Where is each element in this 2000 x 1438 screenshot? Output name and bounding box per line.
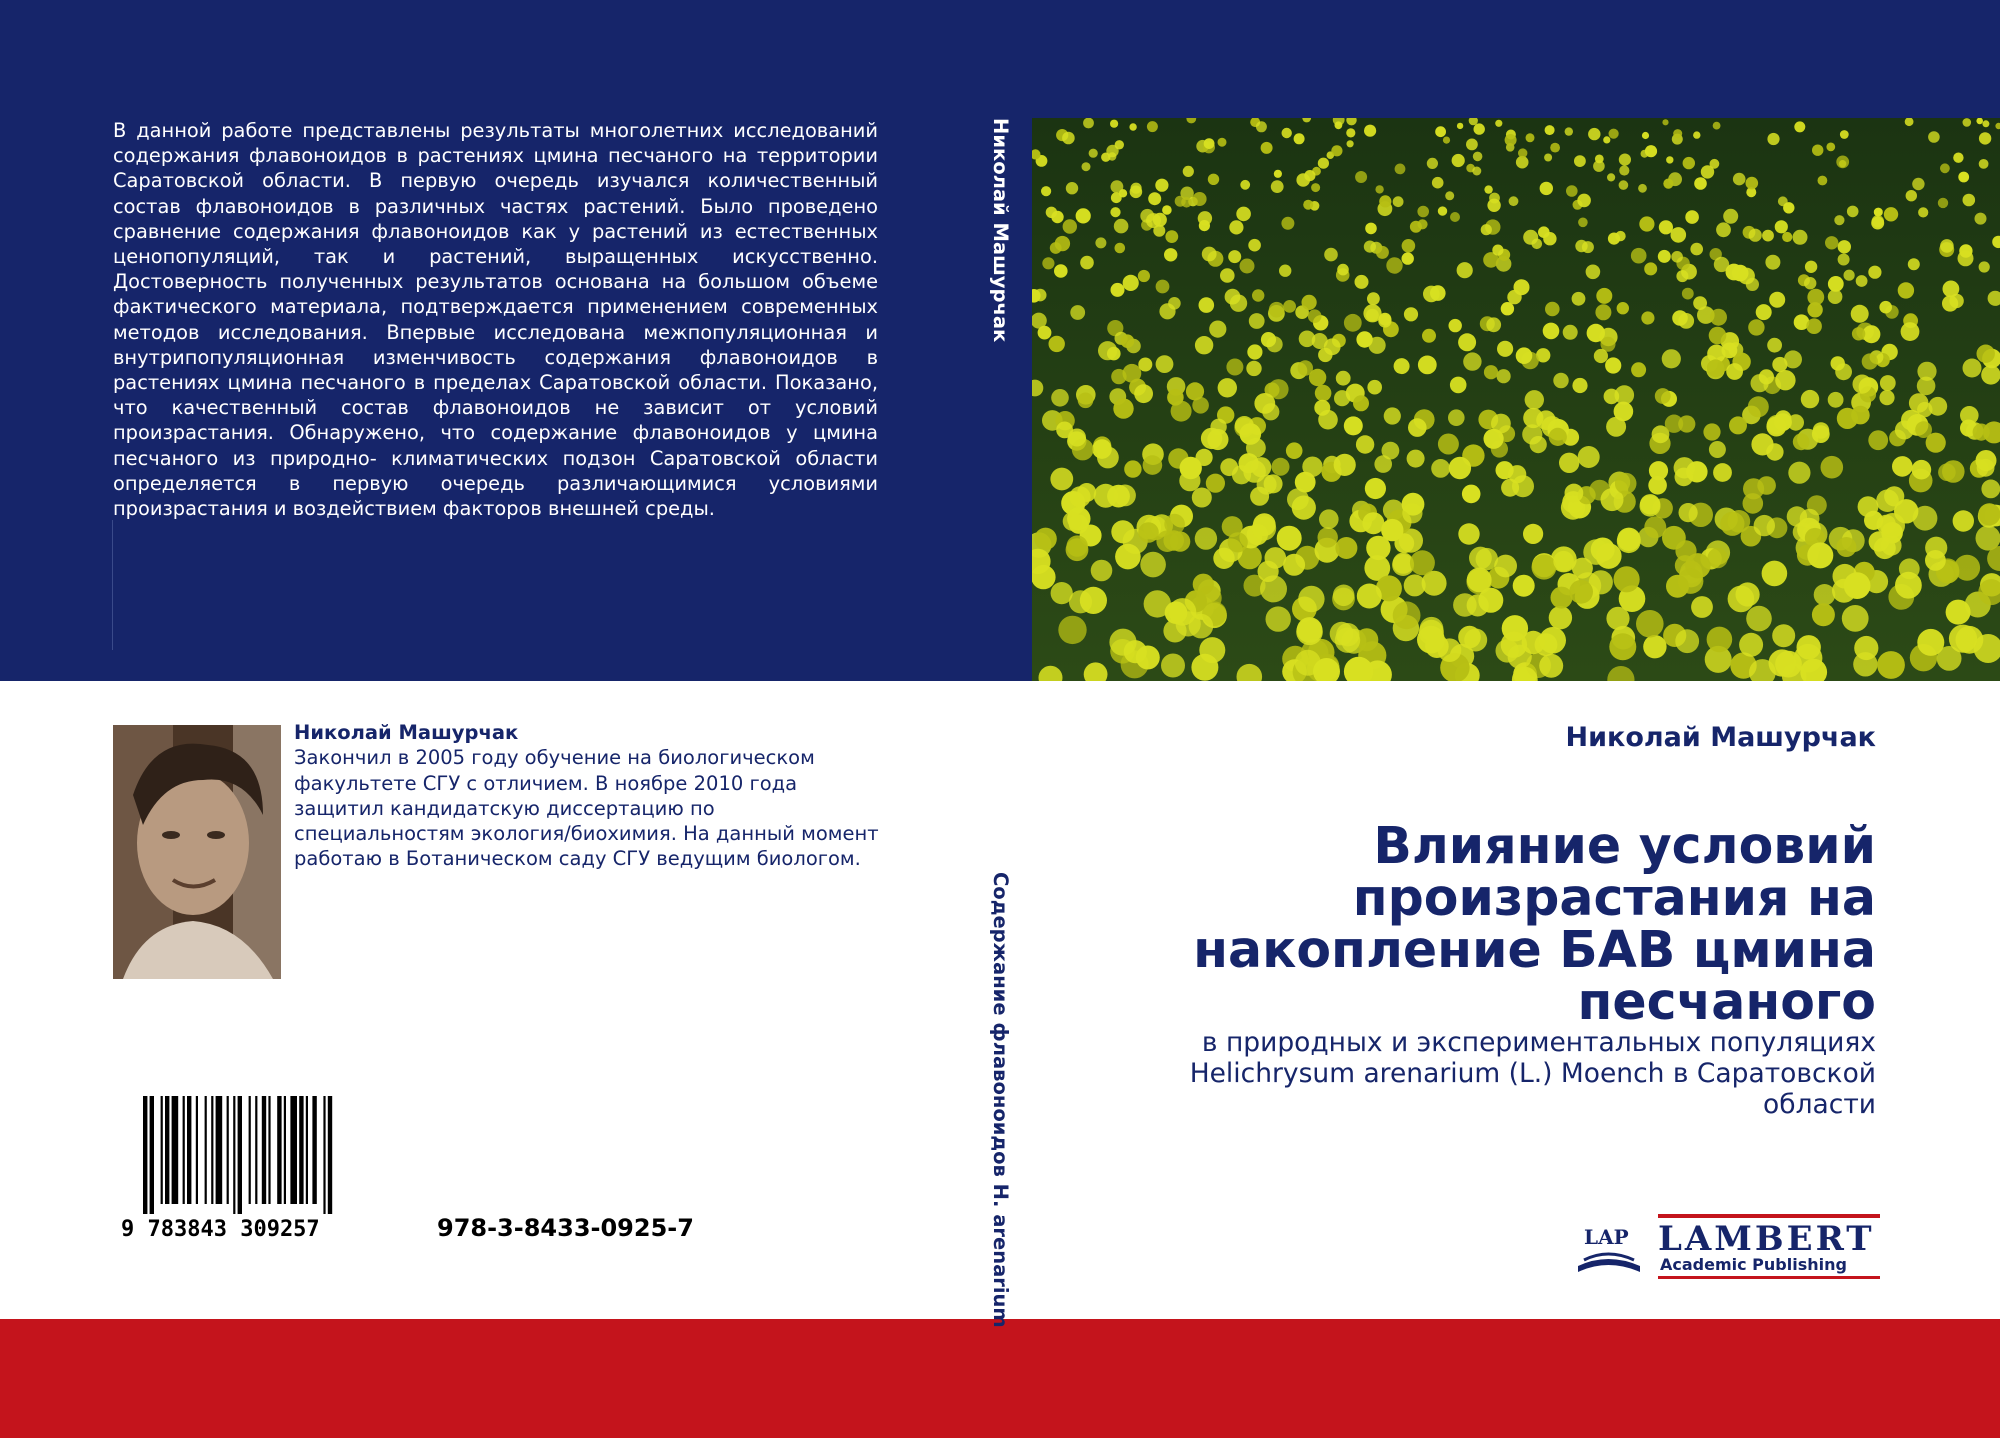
spine-author-text: Николай Машурчак <box>989 118 1012 343</box>
barcode <box>113 1090 713 1250</box>
front-cover-author: Николай Машурчак <box>1565 722 1876 753</box>
portrait-image <box>113 725 281 979</box>
publisher-name: LAMBERT <box>1658 1219 1875 1259</box>
bio-text: Закончил в 2005 году обучение на биологическом факультете СГУ с отличием. В ноябре 2010 года защитил кандидатскую диссертацию по специальностям экология/биохимия. На данный момент работаю в Ботаническом саду СГУ ведущим биологом. <box>294 746 879 871</box>
bottom-red-band <box>0 1319 2000 1438</box>
blurb-divider <box>112 520 113 650</box>
author-bio <box>294 720 884 872</box>
spine-author <box>968 118 1032 518</box>
flower-field-image <box>1032 118 2000 681</box>
back-cover-blurb: В данной работе представлены результаты многолетних исследований содержания флавоноидов в растениях цмина песчаного на территории Саратовской области. В первую очередь изучался количественный состав флавоноидов в различных частях растений. Было проведено сравнение содержания флавоноидов как у растений из естественных ценопопуляций, так и растений, выращенных искусственно. Достоверность полученных результатов основана на большом объеме фактического материала, подтверждается применением современных методов исследования. Впервые исследована межпопуляционная и внутрипопуляционная изменчивость содержания флавоноидов в растениях цмина песчаного в пределах Саратовской области. Показано, что качественный состав флавоноидов не зависит от условий произрастания. Обнаружено, что содержание флавоноидов у цмина песчаного из природно- климатических подзон Саратовской области определяется в первую очередь различающимися условиями произрастания и воздействием факторов внешней среды. <box>113 119 878 521</box>
cover-photo-yellow-flowers <box>1032 118 2000 681</box>
author-portrait <box>113 725 281 979</box>
lap-mark: LAP <box>1584 1225 1629 1249</box>
bio-author-name: Николай Машурчак <box>294 721 519 744</box>
isbn-number: 978-3-8433-0925-7 <box>437 1214 694 1242</box>
publisher-logo <box>1570 1210 1885 1282</box>
front-cover-subtitle: в природных и экспериментальных популяциях Helichrysum arenarium (L.) Moench в Саратовской области <box>1189 1027 1876 1120</box>
barcode-digits: 9 783843 309257 <box>121 1217 320 1242</box>
lambert-logo <box>1570 1210 1885 1282</box>
barcode-block <box>113 1090 713 1250</box>
spine-title <box>968 872 1032 1328</box>
publisher-tagline: Academic Publishing <box>1660 1255 1847 1274</box>
front-cover-title: Влияние условий произрастания на накопление БАВ цмина песчаного <box>1193 816 1876 1031</box>
open-book-icon <box>1578 1259 1640 1272</box>
spine-title-text: Содержание флавоноидов H. arenarium <box>989 872 1012 1328</box>
